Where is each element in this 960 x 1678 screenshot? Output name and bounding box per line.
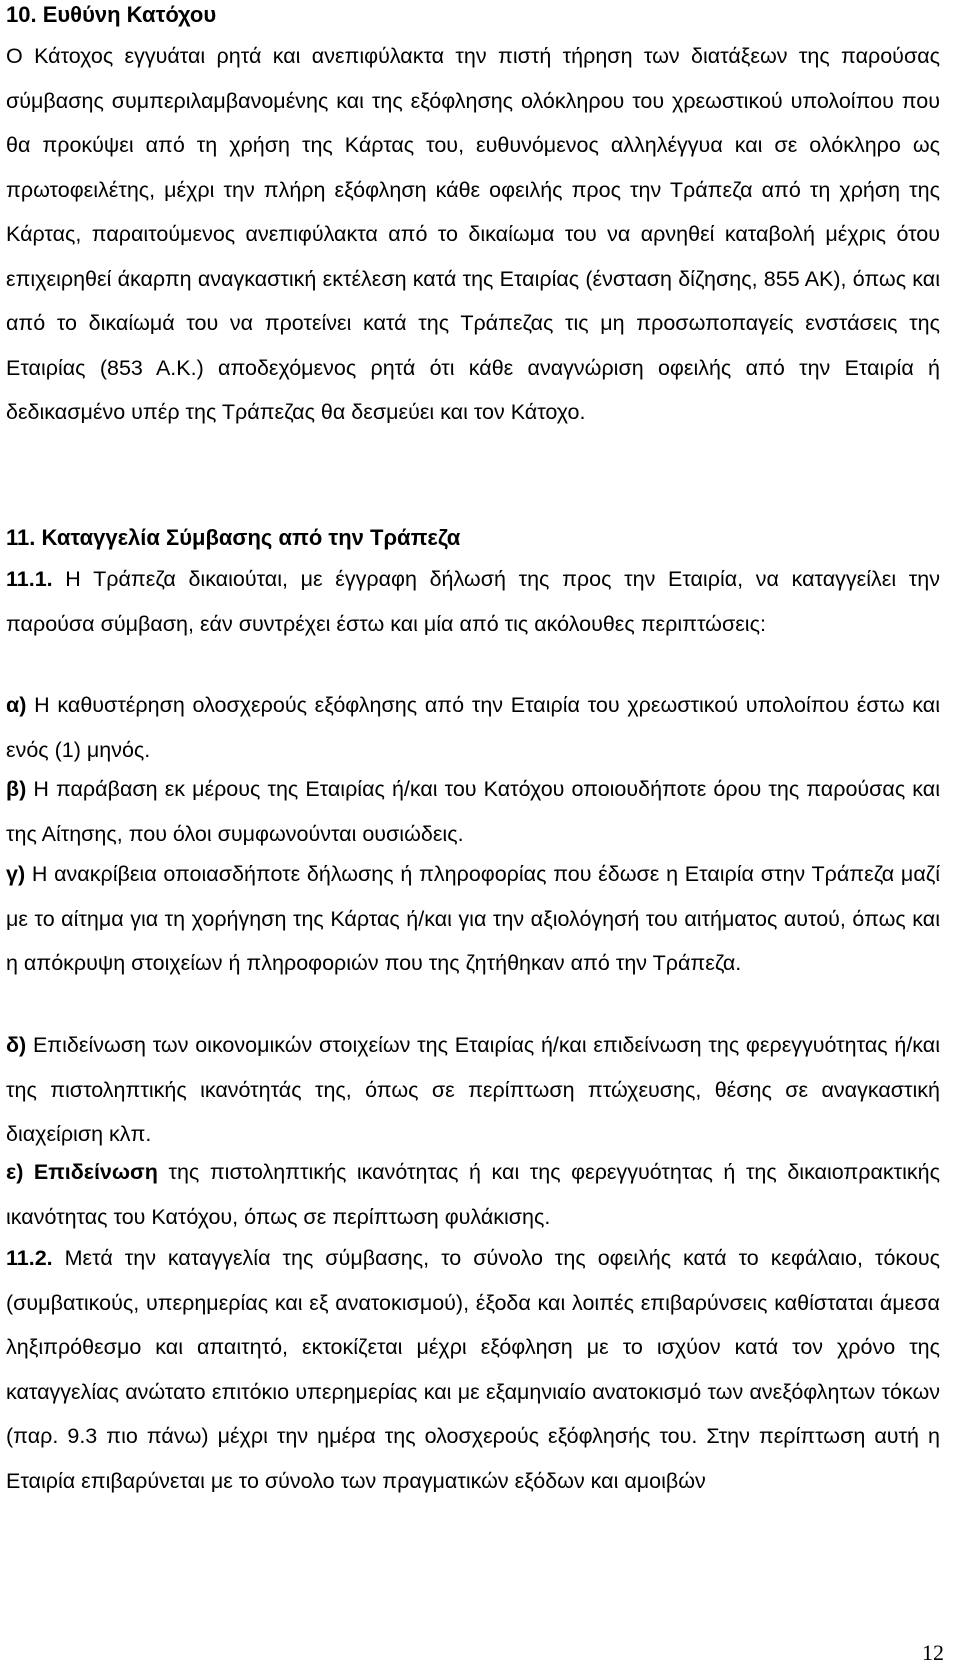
- item-d-text: Επιδείνωση των οικονομικών στοιχείων της Εταιρίας ή/και επιδείνωση της φερεγγυότητας ή/και της πιστοληπτικής ικανότητάς της, όπως σε περίπτωση πτώχευσης, θέσης σε αναγκαστική διαχείριση κλπ.: [6, 1033, 940, 1146]
- clause-11-1-text: Η Τράπεζα δικαιούται, με έγγραφη δήλωσή της προς την Εταιρία, να καταγγείλει την παρούσα σύμβαση, εάν συντρέχει έστω και μία από τις ακόλουθες περιπτώσεις:: [6, 567, 940, 636]
- item-e: [6, 1150, 940, 1239]
- item-b-text: Η παράβαση εκ μέρους της Εταιρίας ή/και του Κατόχου οποιουδήποτε όρου της παρούσας και της Αίτησης, που όλοι συμφωνούνται ουσιώδεις.: [6, 777, 940, 846]
- clause-11-1-label: 11.1.: [6, 567, 53, 591]
- item-e-text: της πιστοληπτικής ικανότητας ή και της φερεγγυότητας ή της δικαιοπρακτικής ικανότητας του Κατόχου, όπως σε περίπτωση φυλάκισης.: [6, 1160, 940, 1229]
- item-e-label: ε) Επιδείνωση: [6, 1160, 158, 1184]
- item-a-text: Η καθυστέρηση ολοσχερούς εξόφλησης από την Εταιρία του χρεωστικού υπολοίπου έστω και ενός (1) μηνός.: [6, 693, 940, 762]
- clause-11-1: [6, 557, 940, 646]
- item-b-label: β): [6, 777, 27, 801]
- item-c: [6, 852, 940, 986]
- item-b: [6, 767, 940, 856]
- section-10-paragraph: Ο Κάτοχος εγγυάται ρητά και ανεπιφύλακτα την πιστή τήρηση των διατάξεων της παρούσας σύμβασης συμπεριλαμβανομένης και της εξόφλησης ολόκληρου του χρεωστικού υπολοίπου που θα προκύψει από τη χρήση της Κάρτας του, ευθυνόμενος αλληλέγγυα και σε ολόκληρο ως πρωτοφειλέτης, μέχρι την πλήρη εξόφληση κάθε οφειλής προς την Τράπεζα από τη χρήση της Κάρτας, παραιτούμενος ανεπιφύλακτα από το δικαίωμα του να αρνηθεί καταβολή μέχρις ότου επιχειρηθεί άκαρπη αναγκαστική εκτέλεση κατά της Εταιρίας (ένσταση δίζησης, 855 ΑΚ), όπως και από το δικαίωμά του να προτείνει κατά της Τράπεζας τις μη προσωποπαγείς ενστάσεις της Εταιρίας (853 Α.Κ.) αποδεχόμενος ρητά ότι κάθε αναγνώριση οφειλής από την Εταιρία ή δεδικασμένο υπέρ της Τράπεζας θα δεσμεύει και τον Κάτοχο.: [6, 44, 940, 424]
- item-a: [6, 683, 940, 772]
- item-c-label: γ): [6, 862, 26, 886]
- section-11-heading: 11. Καταγγελία Σύμβασης από την Τράπεζα: [6, 525, 461, 550]
- clause-11-2-label: 11.2.: [6, 1246, 53, 1270]
- item-d: [6, 1023, 940, 1157]
- page-number: 12: [922, 1640, 944, 1665]
- item-a-label: α): [6, 693, 27, 717]
- clause-11-2: [6, 1236, 940, 1503]
- section-10-heading: 10. Ευθύνη Κατόχου: [6, 2, 217, 27]
- item-d-label: δ): [6, 1033, 27, 1057]
- clause-11-2-text: Μετά την καταγγελία της σύμβασης, το σύνολο της οφειλής κατά το κεφάλαιο, τόκους (συμβατικούς, υπερημερίας και εξ ανατοκισμού), έξοδα και λοιπές επιβαρύνσεις καθίσταται άμεσα ληξιπρόθεσμο και απαιτητό, εκτοκίζεται μέχρι εξόφληση με το ισχύον κατά τον χρόνο της καταγγελίας ανώτατο επιτόκιο υπερημερίας και με εξαμηνιαίο ανατοκισμό των ανεξόφλητων τόκων (παρ. 9.3 πιο πάνω) μέχρι την ημέρα της ολοσχερούς εξόφλησής του. Στην περίπτωση αυτή η Εταιρία επιβαρύνεται με το σύνολο των πραγματικών εξόδων και αμοιβών: [6, 1246, 940, 1493]
- item-c-text: Η ανακρίβεια οποιασδήποτε δήλωσης ή πληροφορίας που έδωσε η Εταιρία στην Τράπεζα μαζί με το αίτημα για τη χορήγηση της Κάρτας ή/και για την αξιολόγησή του αιτήματος αυτού, όπως και η απόκρυψη στοιχείων ή πληροφοριών που της ζητήθηκαν από την Τράπεζα.: [6, 862, 940, 975]
